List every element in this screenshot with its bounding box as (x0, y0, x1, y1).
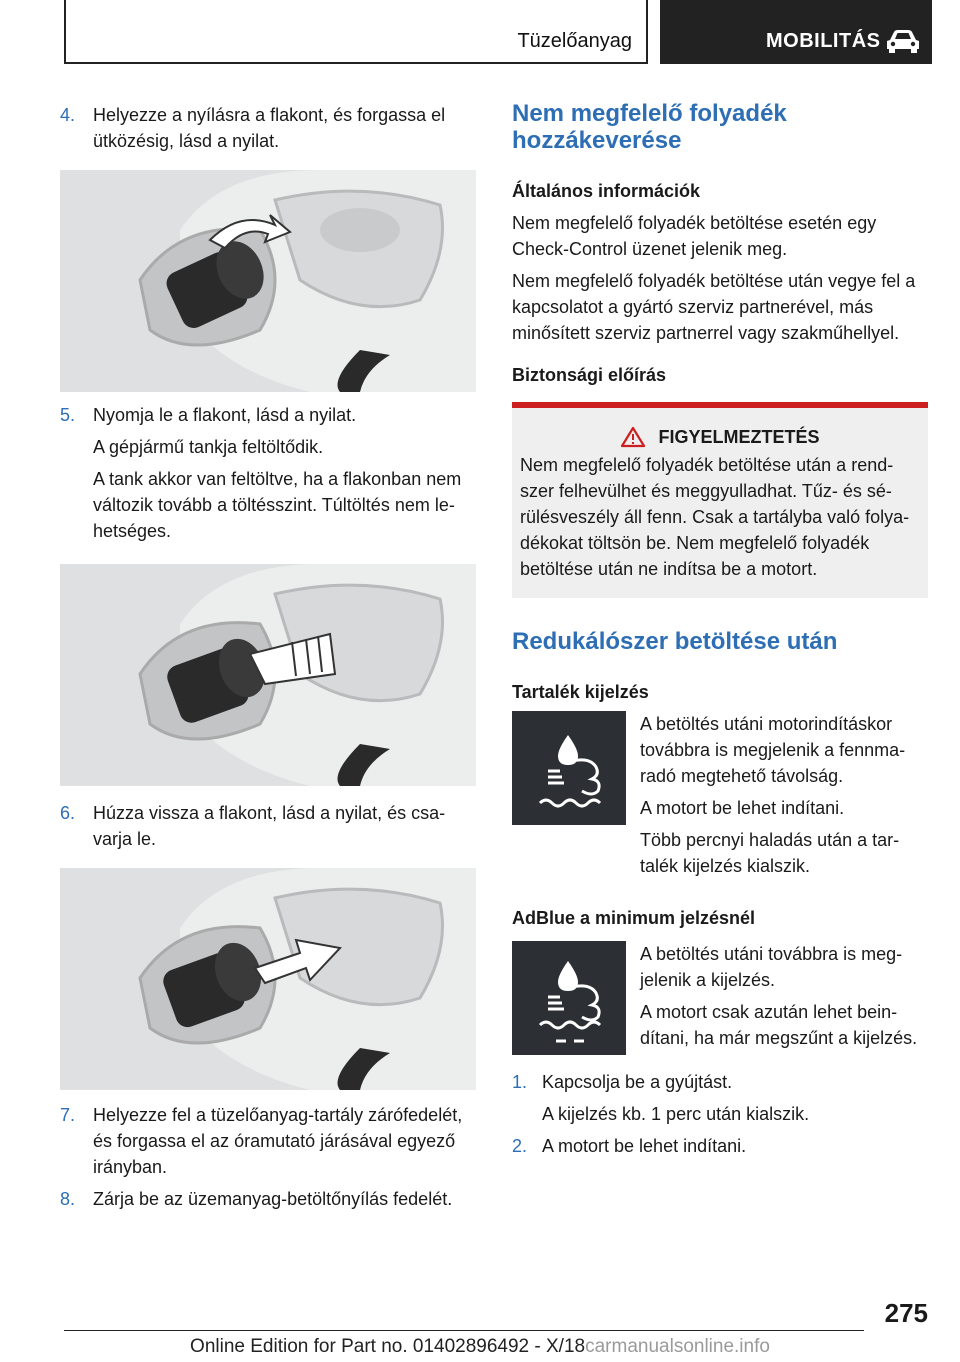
header-section-box (64, 0, 648, 64)
header-chapter-box (660, 0, 932, 64)
step-number: 2. (512, 1136, 528, 1156)
step-text: Kapcsolja be a gyújtást. (542, 1072, 733, 1092)
step-text: Nyomja le a flakont, lásd a nyilat. (93, 405, 357, 425)
subheading-minimum: AdBlue a minimum jelzésnél (512, 908, 756, 928)
minimum-block (512, 941, 928, 1055)
step-text: Helyezze a nyílásra a flakont, és forgassa el ütközésig, lásd a nyilat. (93, 105, 446, 151)
header-section-title: Tüzelőanyag (517, 30, 632, 52)
subheading-general-info: Általános információk (512, 181, 701, 201)
adblue-droplet-icon (512, 711, 626, 825)
photo-twist-bottle (60, 170, 476, 392)
step-text: Helyezze fel a tüzelőanyag-tartály zárófedelét, és forgassa el az óramutató járásával egyező irányban. (93, 1105, 463, 1177)
warning-triangle-icon (620, 426, 646, 448)
minimum-text (640, 941, 928, 1055)
footer (0, 1336, 960, 1358)
minimum-display-image (512, 941, 626, 1055)
right-step-1-note: A kijelzés kb. 1 perc után kialszik. (542, 1104, 810, 1124)
warning-title-row (520, 426, 920, 448)
step-number: 8. (60, 1189, 76, 1209)
left-column (60, 102, 480, 1212)
right-step-1 (512, 1069, 928, 1095)
step-number: 6. (60, 803, 76, 823)
step-number: 4. (60, 105, 76, 125)
step-8 (60, 1186, 480, 1212)
photo-pull-bottle (60, 868, 476, 1090)
step-5-note-2: A tank akkor van feltöltve, ha a flakonban nem változik tovább a töltésszint. Túltöltés nem le-hetséges. (93, 469, 462, 541)
page-number: 275 (884, 1298, 928, 1328)
subheading-safety: Biztonsági előírás (512, 365, 667, 385)
minimum-paragraph-2: A motort csak azután lehet bein-dítani, ha már megszűnt a kijelzés. (640, 1002, 918, 1048)
warning-title: FIGYELMEZTETÉS (658, 426, 820, 447)
adblue-empty-icon (512, 941, 626, 1055)
right-step-2 (512, 1133, 928, 1159)
warning-text: Nem megfelelő folyadék betöltése után a rend-szer felhevülhet és meggyulladhat. Tűz- és sé-rülésveszély áll fenn. Csak a tartályba való folya-dékokat töltsön be. Nem megfelelő folyadék betöltése után ne indítsa be a motort. (520, 455, 910, 579)
reserve-paragraph-1: A betöltés utáni motorindításkor továbbra is megjelenik a fennma-radó megtehető távolság. (640, 714, 906, 786)
heading-after-refill: Redukálószer betöltése után (512, 628, 838, 655)
right-column (512, 100, 928, 1159)
step-7 (60, 1102, 480, 1180)
footer-divider (64, 1330, 864, 1331)
heading-wrong-fluid: Nem megfelelő folyadék hozzákeverése (512, 100, 787, 154)
step-5 (60, 402, 480, 428)
minimum-paragraph-1: A betöltés utáni továbbra is meg-jelenik a kijelzés. (640, 944, 903, 990)
step-6 (60, 800, 480, 852)
reserve-block (512, 711, 928, 879)
warning-box (512, 402, 928, 598)
footer-watermark: carmanualsonline.info (585, 1336, 770, 1357)
header-chapter-title: MOBILITÁS (766, 30, 881, 52)
reserve-paragraph-3: Több percnyi haladás után a tar-talék kijelzés kialszik. (640, 830, 900, 876)
car-icon (884, 28, 922, 54)
reserve-paragraph-2: A motort be lehet indítani. (640, 798, 845, 818)
footer-edition: Online Edition for Part no. 01402896492 - X/18 (190, 1336, 586, 1357)
step-text: A motort be lehet indítani. (542, 1136, 747, 1156)
step-number: 1. (512, 1072, 528, 1092)
step-5-note-1: A gépjármű tankja feltöltődik. (93, 437, 324, 457)
step-4 (60, 102, 480, 154)
paragraph-contact-service: Nem megfelelő folyadék betöltése után vegye fel a kapcsolatot a gyártó szerviz partnerével, más minősített szerviz partnerrel vagy szakműhellyel. (512, 271, 916, 343)
step-text: Húzza vissza a flakont, lásd a nyilat, és csa-varja le. (93, 803, 446, 849)
paragraph-check-control: Nem megfelelő folyadék betöltése esetén egy Check-Control üzenet jelenik meg. (512, 213, 877, 259)
step-number: 5. (60, 405, 76, 425)
step-text: Zárja be az üzemanyag-betöltőnyílás fedelét. (93, 1189, 453, 1209)
reserve-text (640, 711, 928, 879)
step-number: 7. (60, 1105, 76, 1125)
photo-press-bottle (60, 564, 476, 786)
reserve-display-image (512, 711, 626, 825)
subheading-reserve: Tartalék kijelzés (512, 682, 649, 702)
